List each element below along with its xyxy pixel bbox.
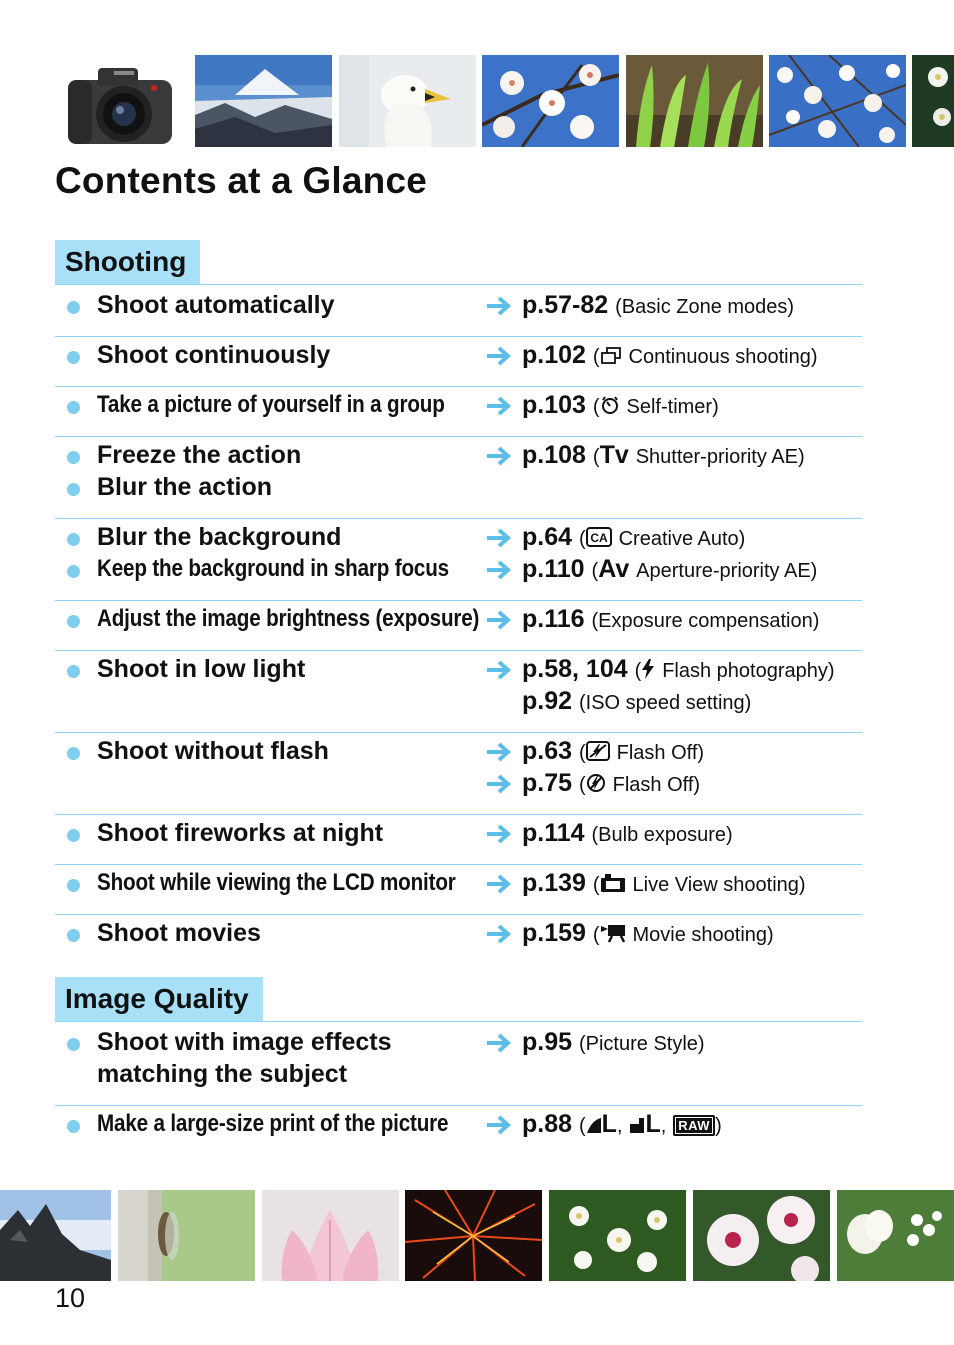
large-fine-quality-icon xyxy=(586,1116,602,1134)
table-row xyxy=(55,1027,862,1106)
page-link[interactable]: p.139 ( Live View shooting) xyxy=(522,869,806,897)
page-ref: p.103 xyxy=(522,391,586,419)
section-image-quality: Image Quality xyxy=(55,977,263,1021)
page-ref: p.75 xyxy=(522,769,573,797)
bullet-icon xyxy=(67,1038,80,1051)
flash-off-icon xyxy=(586,773,606,793)
page-ref: p.110 xyxy=(522,555,585,583)
bullet-icon xyxy=(67,351,80,364)
tv-mode-icon: Tv xyxy=(599,441,629,469)
arrow-right-icon xyxy=(486,295,512,317)
table-row xyxy=(55,818,862,865)
arrow-right-icon xyxy=(486,395,512,417)
row-label: Keep the background in sharp focus xyxy=(97,555,449,582)
page-title: Contents at a Glance xyxy=(55,160,428,201)
continuous-shooting-icon xyxy=(600,347,622,365)
page-note: (Basic Zone modes) xyxy=(615,296,795,318)
large-normal-quality-icon xyxy=(629,1116,645,1134)
movie-icon xyxy=(600,923,626,943)
arrow-right-icon xyxy=(486,873,512,895)
row-label: Make a large-size print of the picture xyxy=(97,1110,449,1137)
table-row xyxy=(55,290,862,337)
row-label: Blur the background xyxy=(97,523,342,551)
swan-photo xyxy=(339,55,476,147)
page-link[interactable]: p.110 (Av Aperture-priority AE) xyxy=(522,555,818,583)
page-ref: p.114 xyxy=(522,819,585,847)
bullet-icon xyxy=(67,483,80,496)
bullet-icon xyxy=(67,929,80,942)
camera-photo xyxy=(62,58,177,150)
page-link[interactable]: p.95 (Picture Style) xyxy=(522,1028,705,1056)
creative-auto-icon xyxy=(586,527,612,547)
page-number: 10 xyxy=(55,1283,86,1313)
bullet-icon xyxy=(67,829,80,842)
page-link[interactable]: p.64 ( CA Creative Auto) xyxy=(522,523,746,551)
self-timer-icon xyxy=(600,395,620,415)
page-ref: p.102 xyxy=(522,341,586,369)
row-label: Shoot continuously xyxy=(97,341,331,369)
page-link[interactable]: p.114 (Bulb exposure) xyxy=(522,819,733,847)
page-ref: p.58, 104 xyxy=(522,655,628,683)
table-row xyxy=(55,604,862,651)
table-row xyxy=(55,390,862,437)
page-ref: p.95 xyxy=(522,1028,573,1056)
bullet-icon xyxy=(67,301,80,314)
hibiscus-photo xyxy=(693,1190,830,1281)
large-size-label: L xyxy=(601,1110,617,1138)
row-label: Blur the action xyxy=(97,473,273,501)
page-ref: p.57-82 xyxy=(522,291,609,319)
arrow-right-icon xyxy=(486,773,512,795)
arrow-right-icon xyxy=(486,923,512,945)
page-ref: p.88 xyxy=(522,1110,573,1138)
page-ref: p.159 xyxy=(522,919,586,947)
arrow-right-icon xyxy=(486,609,512,631)
row-label: Shoot fireworks at night xyxy=(97,819,384,847)
table-row xyxy=(55,340,862,387)
table-row xyxy=(55,868,862,915)
section-divider xyxy=(55,284,862,285)
bullet-icon xyxy=(67,451,80,464)
row-label: Shoot with image effects xyxy=(97,1028,392,1056)
row-label: Shoot while viewing the LCD monitor xyxy=(97,869,456,896)
white-flower-photo xyxy=(912,55,954,147)
magnolia-photo xyxy=(769,55,906,147)
row-label: Freeze the action xyxy=(97,441,302,469)
table-row xyxy=(55,918,862,965)
row-label: Shoot in low light xyxy=(97,655,306,683)
green-sprouts-photo xyxy=(626,55,763,147)
row-label: Shoot without flash xyxy=(97,737,329,765)
table-row xyxy=(55,522,862,601)
page-link[interactable]: p.63 ( Flash Off) xyxy=(522,737,705,765)
arrow-right-icon xyxy=(486,527,512,549)
section-shooting: Shooting xyxy=(55,240,200,284)
bullet-icon xyxy=(67,665,80,678)
mountain-photo xyxy=(195,55,332,147)
raw-icon: RAW xyxy=(673,1115,715,1136)
page-link[interactable]: p.103 ( Self-timer) xyxy=(522,391,719,419)
bullet-icon xyxy=(67,747,80,760)
cicada-photo xyxy=(118,1190,255,1281)
page-ref: p.63 xyxy=(522,737,573,765)
table-row xyxy=(55,736,862,815)
starflower-photo xyxy=(549,1190,686,1281)
row-label: Adjust the image brightness (exposure) xyxy=(97,605,480,632)
arrow-right-icon xyxy=(486,823,512,845)
bullet-icon xyxy=(67,533,80,546)
fireworks-photo xyxy=(405,1190,542,1281)
live-view-icon xyxy=(600,873,626,893)
svg-text:CA: CA xyxy=(589,531,608,545)
page-ref: p.139 xyxy=(522,869,586,897)
page-ref: p.92 xyxy=(522,687,573,715)
butterfly-photo xyxy=(837,1190,954,1281)
flash-icon xyxy=(641,659,655,679)
row-label: Shoot movies xyxy=(97,919,261,947)
section-divider xyxy=(55,1021,862,1022)
row-label: matching the subject xyxy=(97,1060,348,1088)
page-ref: p.64 xyxy=(522,523,573,551)
table-row xyxy=(55,1109,862,1156)
arrow-right-icon xyxy=(486,741,512,763)
page-ref: p.116 xyxy=(522,605,585,633)
page-link[interactable]: p.58, 104 ( Flash photography) xyxy=(522,655,835,683)
bullet-icon xyxy=(67,879,80,892)
av-mode-icon: Av xyxy=(598,555,630,583)
rocky-peak-photo xyxy=(0,1190,111,1281)
arrow-right-icon xyxy=(486,345,512,367)
arrow-right-icon xyxy=(486,659,512,681)
row-label: Take a picture of yourself in a group xyxy=(97,391,445,418)
arrow-right-icon xyxy=(486,559,512,581)
table-row xyxy=(55,654,862,733)
lotus-photo xyxy=(262,1190,399,1281)
page-link[interactable]: p.75 ( Flash Off) xyxy=(522,769,701,797)
large-size-label: L xyxy=(645,1110,661,1138)
page-link[interactable] xyxy=(522,291,794,320)
page-link[interactable]: p.159 ( Movie shooting) xyxy=(522,919,774,947)
page-link[interactable]: p.88 ( L, L, RAW ) xyxy=(522,1110,722,1138)
bullet-icon xyxy=(67,565,80,578)
page-link[interactable]: p.92 (ISO speed setting) xyxy=(522,687,752,715)
page-link[interactable]: p.116 (Exposure compensation) xyxy=(522,605,820,633)
bullet-icon xyxy=(67,615,80,628)
bullet-icon xyxy=(67,401,80,414)
bullet-icon xyxy=(67,1120,80,1133)
arrow-right-icon xyxy=(486,1032,512,1054)
table-row xyxy=(55,440,862,519)
page-link[interactable]: p.102 ( Continuous shooting) xyxy=(522,341,818,369)
white-blossom-photo xyxy=(482,55,619,147)
row-label: Shoot automatically xyxy=(97,291,335,319)
arrow-right-icon xyxy=(486,445,512,467)
flash-off-mode-icon xyxy=(586,741,610,761)
page-link[interactable]: p.108 (Tv Shutter-priority AE) xyxy=(522,441,805,469)
page-ref: p.108 xyxy=(522,441,586,469)
arrow-right-icon xyxy=(486,1114,512,1136)
